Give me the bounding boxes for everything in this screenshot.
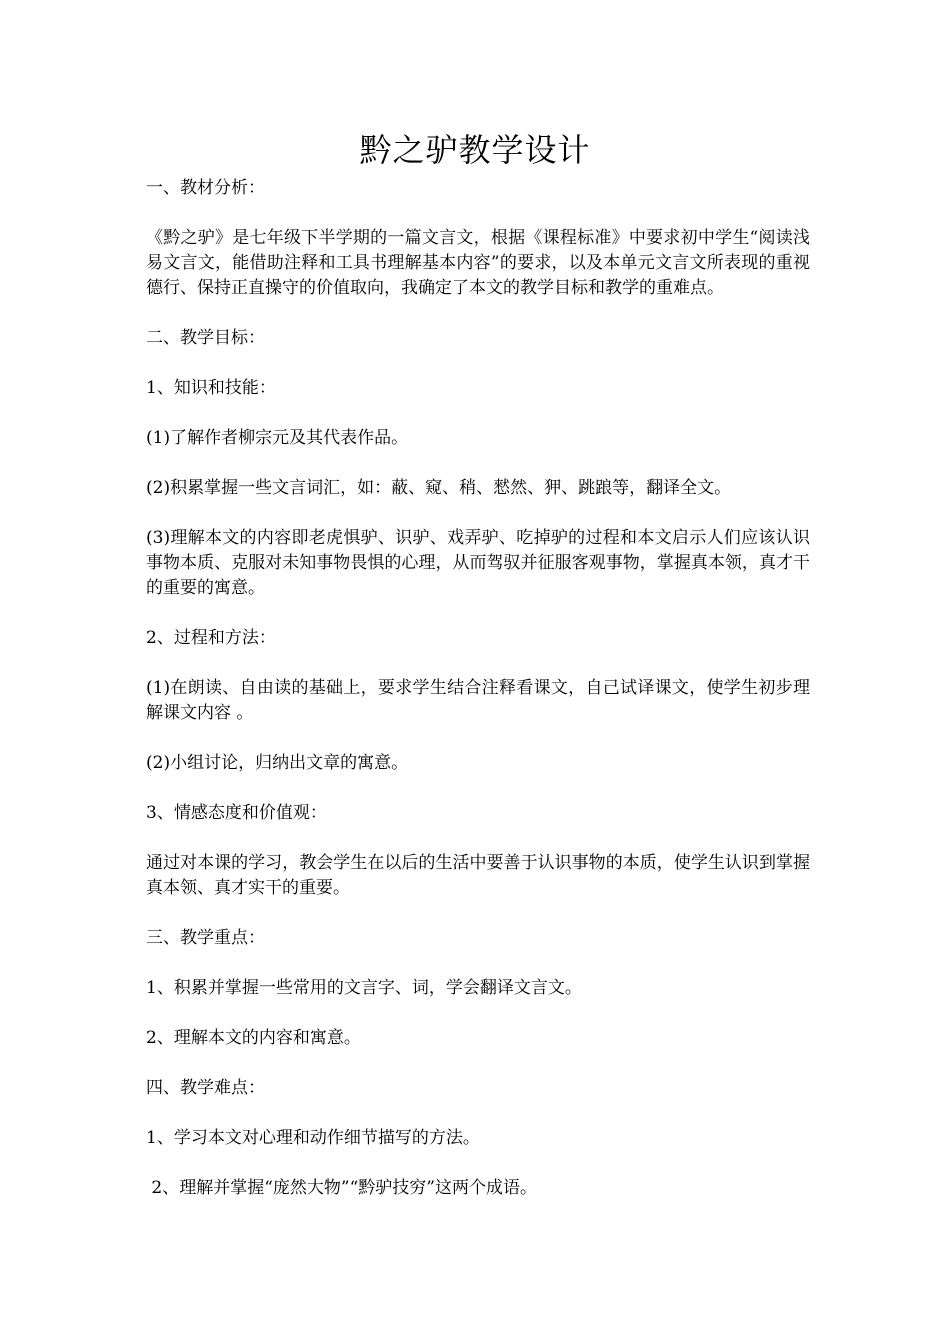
list-item: 1、积累并掌握一些常用的文言字、词，学会翻译文言文。 xyxy=(146,978,582,998)
list-item: 2、理解并掌握“庞然大物”“黔驴技穷”这两个成语。 xyxy=(146,1178,537,1198)
section-heading-teaching-goals: 二、教学目标： xyxy=(146,328,265,348)
list-item: 1、学习本文对心理和动作细节描写的方法。 xyxy=(146,1128,480,1148)
subheading-emotion-values: 3、情感态度和价值观： xyxy=(146,803,327,823)
list-item: (2)小组讨论，归纳出文章的寓意。 xyxy=(146,753,409,773)
document-body xyxy=(146,176,810,1226)
list-item: (1)了解作者柳宗元及其代表作品。 xyxy=(146,428,409,448)
list-item: 2、理解本文的内容和寓意。 xyxy=(146,1028,361,1048)
paragraph-material-analysis: 《黔之驴》是七年级下半学期的一篇文言文，根据《课程标准》中要求初中学生“阅读浅易文言文，能借助注释和工具书理解基本内容”的要求，以及本单元文言文所表现的重视德行、保持正直操守的价值取向，我确定了本文的教学目标和教学的重难点。 xyxy=(146,228,810,298)
subheading-process-methods: 2、过程和方法： xyxy=(146,628,276,648)
subheading-knowledge-skills: 1、知识和技能： xyxy=(146,378,276,398)
list-item: (3)理解本文的内容即老虎惧驴、识驴、戏弄驴、吃掉驴的过程和本文启示人们应该认识事物本质、克服对未知事物畏惧的心理，从而驾驭并征服客观事物，掌握真本领，真才干的重要的寓意。 xyxy=(146,528,810,598)
list-item: (1)在朗读、自由读的基础上，要求学生结合注释看课文，自己试译课文，使学生初步理解课文内容 。 xyxy=(146,678,810,723)
document-title: 黔之驴教学设计 xyxy=(359,131,591,169)
section-heading-difficulties: 四、教学难点： xyxy=(146,1078,265,1098)
section-heading-key-points: 三、教学重点： xyxy=(146,928,265,948)
section-heading-material-analysis: 一、教材分析： xyxy=(146,178,265,198)
paragraph-emotion-values: 通过对本课的学习，教会学生在以后的生活中要善于认识事物的本质，使学生认识到掌握真本领、真才实干的重要。 xyxy=(146,853,810,898)
list-item: (2)积累掌握一些文言词汇，如：蔽、窥、稍、憖然、狎、跳踉等，翻译全文。 xyxy=(146,478,732,498)
